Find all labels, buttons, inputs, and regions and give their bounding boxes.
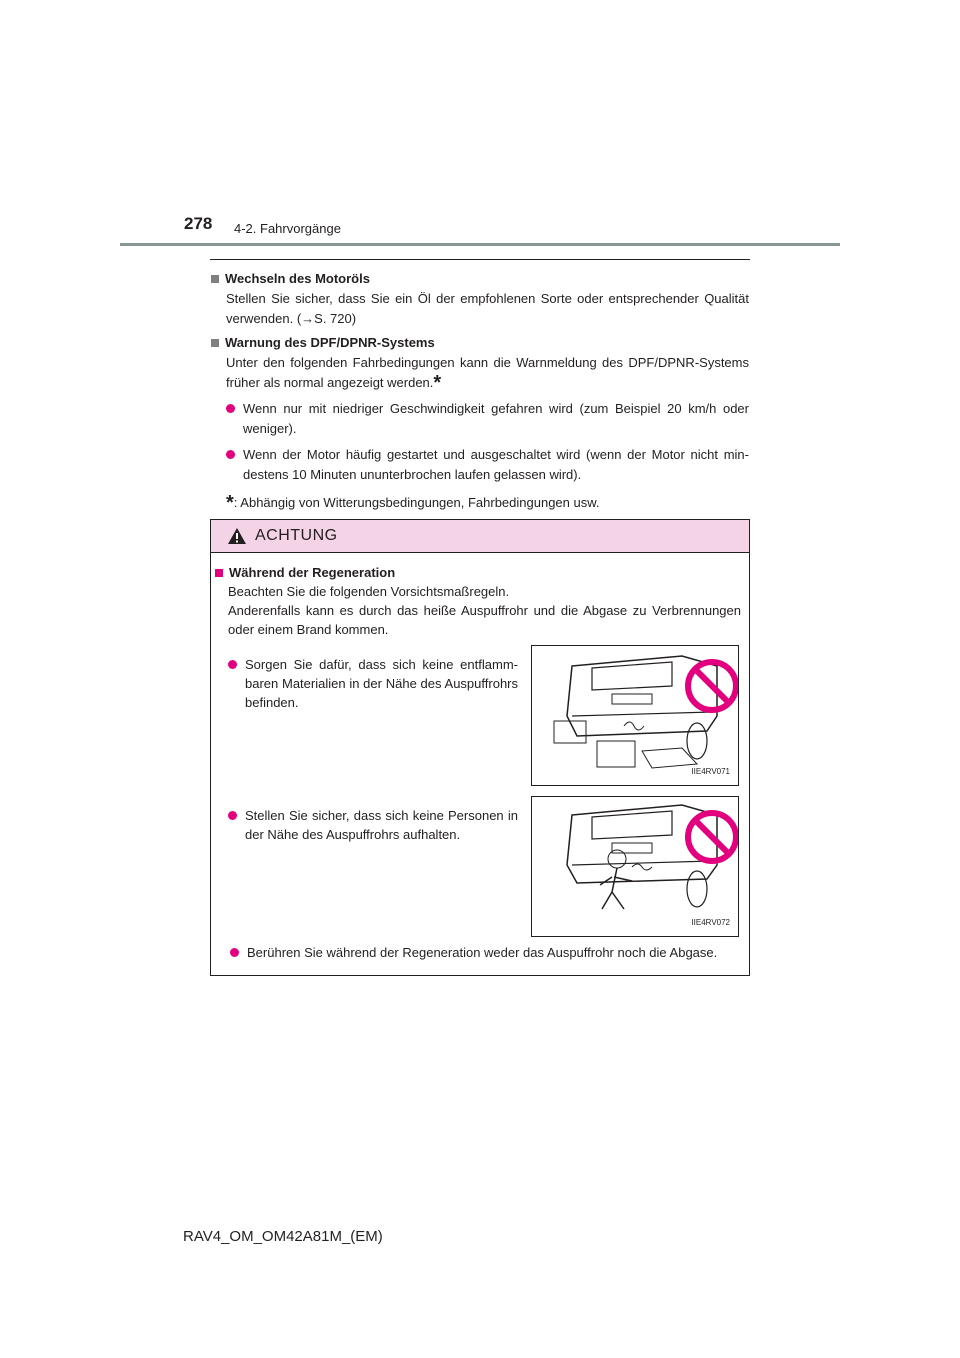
header-rule: [120, 243, 840, 246]
list-item-text: Berühren Sie während der Regeneration weder das Auspuffrohr noch die Abgase.: [247, 945, 718, 960]
oil-text: Stellen Sie sicher, dass Sie ein Öl der empfohlenen Sorte oder entsprechender Qualität verwenden. (→S. 720): [226, 291, 749, 326]
caution-item-row: [215, 796, 741, 937]
list-item: [215, 655, 518, 786]
footnote: [211, 493, 749, 513]
list-item-text: Sorgen Sie dafür, dass sich keine entflammbaren Materialien in der Nähe des Auspuffrohrs befinden.: [245, 657, 518, 710]
warning-triangle-icon: [227, 527, 247, 545]
caution-header: [211, 520, 749, 553]
list-item: [211, 399, 749, 439]
oil-heading-text: Wechseln des Motoröls: [225, 271, 370, 286]
dpf-heading-text: Warnung des DPF/DPNR-Systems: [225, 335, 435, 350]
caution-box: [210, 519, 750, 976]
square-bullet-icon: [215, 569, 223, 577]
footnote-text: : Abhängig von Witterungsbedingungen, Fahrbedingungen usw.: [233, 495, 600, 510]
bullet-dot-icon: [230, 948, 239, 957]
bullet-dot-icon: [228, 660, 237, 669]
list-item-text: Stellen Sie sicher, dass sich keine Personen in der Nähe des Auspuffrohrs aufhalten.: [245, 808, 518, 842]
dpf-text-body: Unter den folgenden Fahrbedingungen kann die Warnmeldung des DPF/DPNR-Systems früher als normal angezeigt werden.: [226, 355, 749, 390]
caution-intro-1: Beachten Sie die folgenden Vorsichtsmaßregeln.: [228, 584, 510, 599]
list-item: [215, 943, 741, 962]
section-divider: [210, 259, 750, 260]
illustration-person: [531, 796, 739, 937]
bullet-dot-icon: [226, 450, 235, 459]
list-item: [215, 806, 518, 937]
square-bullet-icon: [211, 339, 219, 347]
section-title: 4-2. Fahrvorgänge: [234, 221, 341, 236]
caution-body: [211, 553, 749, 962]
illustration-flammable: [531, 645, 739, 786]
list-item-text: Wenn nur mit niedriger Geschwindigkeit gefahren wird (zum Beispiel 20 km/h oder weniger).: [243, 401, 749, 436]
caution-intro-2: Anderenfalls kann es durch das heiße Auspuffrohr und die Abgase zu Verbrennungen oder einem Brand kommen.: [228, 603, 741, 637]
document-id: RAV4_OM_OM42A81M_(EM): [183, 1228, 383, 1245]
figure-id: IIE4RV072: [691, 918, 730, 927]
main-content: [211, 269, 749, 513]
list-item-text: Wenn der Motor häufig gestartet und ausgeschaltet wird (wenn der Motor nicht mindestens 10 Minuten ununterbrochen laufen gelassen wird).: [243, 447, 749, 482]
list-item: [211, 445, 749, 485]
dpf-text: [211, 353, 749, 393]
figure-id: IIE4RV071: [691, 767, 730, 776]
page-number: 278: [184, 214, 213, 233]
dpf-heading: [211, 333, 749, 353]
square-bullet-icon: [211, 275, 219, 283]
bullet-dot-icon: [228, 811, 237, 820]
caution-item-row: [215, 645, 741, 786]
caution-heading: [215, 563, 741, 582]
footnote-star: *: [433, 372, 442, 394]
oil-heading: [211, 269, 749, 289]
bullet-dot-icon: [226, 404, 235, 413]
caution-heading-text: Während der Regeneration: [229, 565, 396, 580]
caution-label: ACHTUNG: [255, 527, 338, 544]
footnote-star: *: [226, 492, 234, 514]
